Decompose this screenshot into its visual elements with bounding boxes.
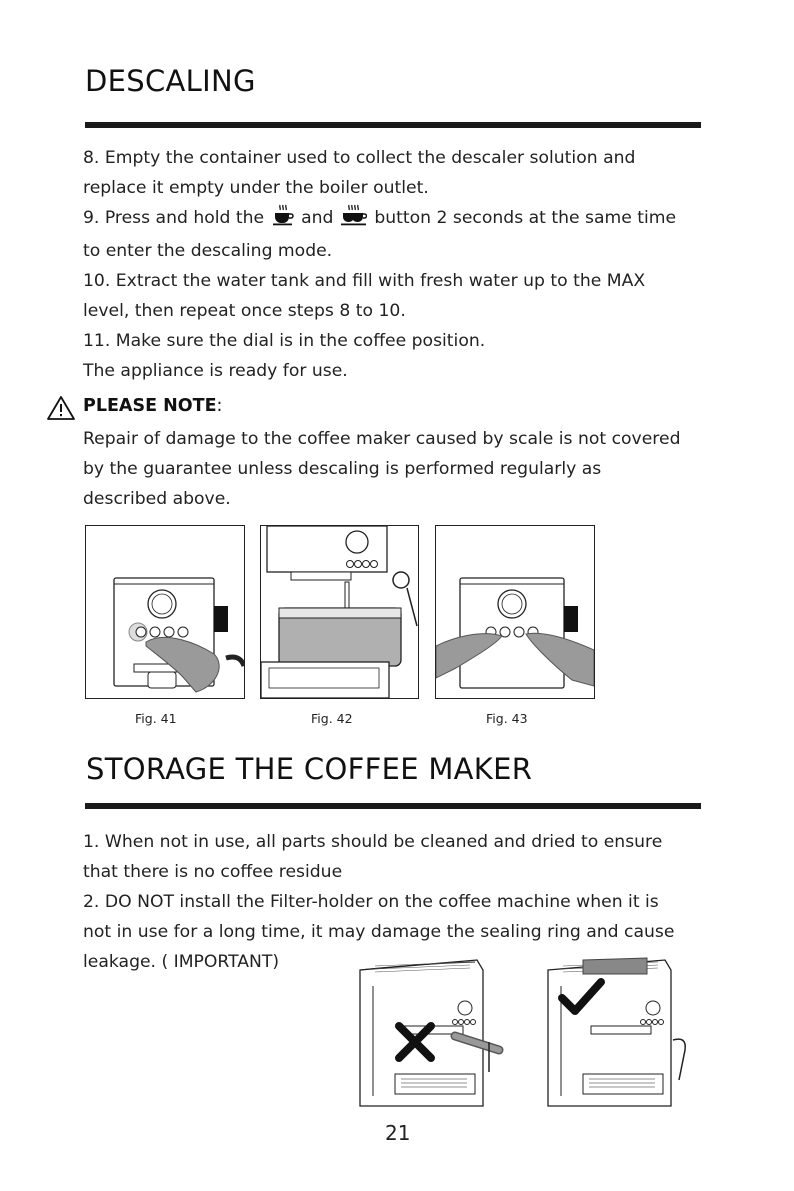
- storage-steps: [83, 827, 674, 977]
- note-body: [83, 424, 680, 514]
- section-divider: [85, 122, 701, 128]
- step-9-text-c: button 2 seconds at the same time: [374, 208, 677, 228]
- storage-line-2: that there is no coffee residue: [83, 862, 343, 882]
- note-line-3: described above.: [83, 489, 231, 509]
- ready-line: The appliance is ready for use.: [83, 361, 348, 381]
- step-9-text-a: 9. Press and hold the: [83, 208, 265, 228]
- warning-triangle-icon: [46, 395, 76, 425]
- section-title-descaling: DESCALING: [85, 64, 256, 98]
- note-heading: [83, 396, 222, 416]
- step-9-text-b: and: [301, 208, 334, 228]
- page-number: 21: [385, 1121, 411, 1145]
- section-divider: [85, 803, 701, 809]
- note-line-1: Repair of damage to the coffee maker caused by scale is not covered: [83, 429, 681, 449]
- descaling-steps: [83, 143, 676, 386]
- check-mark-icon: [557, 976, 605, 1020]
- step-9-line-1: [83, 203, 676, 236]
- note-colon: :: [216, 396, 223, 416]
- step-10-line-1: 10. Extract the water tank and fill with fresh water up to the MAX: [83, 271, 646, 291]
- storage-line-4: not in use for a long time, it may damage the sealing ring and cause: [83, 922, 675, 942]
- note-line-2: by the guarantee unless descaling is performed regularly as: [83, 459, 602, 479]
- step-9-line-2: to enter the descaling mode.: [83, 241, 333, 261]
- storage-line-5: leakage. ( IMPORTANT): [83, 952, 280, 972]
- step-11: 11. Make sure the dial is in the coffee position.: [83, 331, 486, 351]
- note-title: PLEASE NOTE: [83, 396, 217, 416]
- double-cup-icon: [341, 204, 367, 236]
- figure-41-image: [85, 525, 245, 699]
- step-8-line-2: replace it empty under the boiler outlet.: [83, 178, 429, 198]
- storage-line-3: 2. DO NOT install the Filter-holder on the coffee machine when it is: [83, 892, 659, 912]
- figure-41-caption: Fig. 41: [135, 711, 177, 726]
- figure-42-image: [260, 525, 419, 699]
- figure-43-caption: Fig. 43: [486, 711, 528, 726]
- single-cup-icon: [272, 204, 294, 236]
- figure-43-image: [435, 525, 595, 699]
- storage-line-1: 1. When not in use, all parts should be cleaned and dried to ensure: [83, 832, 663, 852]
- cross-mark-icon: [393, 1020, 437, 1068]
- section-title-storage: STORAGE THE COFFEE MAKER: [86, 752, 533, 786]
- figure-42-caption: Fig. 42: [311, 711, 353, 726]
- storage-wrong-image: [355, 956, 515, 1120]
- step-10-line-2: level, then repeat once steps 8 to 10.: [83, 301, 406, 321]
- storage-correct-image: [543, 956, 703, 1120]
- step-8-line-1: 8. Empty the container used to collect the descaler solution and: [83, 148, 636, 168]
